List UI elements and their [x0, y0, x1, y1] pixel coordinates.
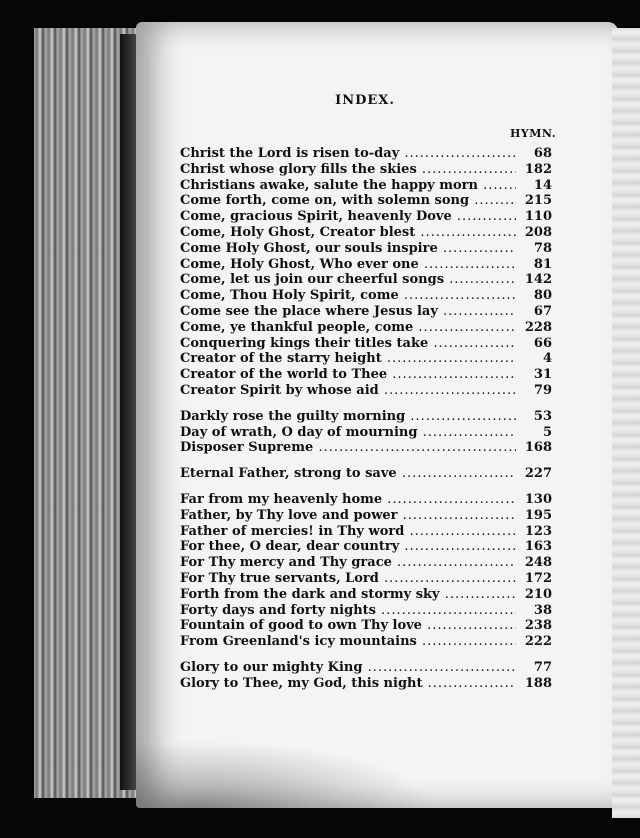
page-title: INDEX. [335, 93, 395, 108]
hymn-number: 208 [524, 224, 552, 240]
index-entry [180, 676, 552, 692]
hymn-first-line: Darkly rose the guilty morning ..... [180, 409, 516, 425]
index-entry [180, 425, 552, 441]
hymn-first-line: Glory to Thee, my God, this night ..... [180, 676, 516, 692]
index-entry [180, 288, 552, 304]
index-entry [180, 539, 552, 555]
hymn-number: 77 [533, 659, 552, 675]
index-entry [180, 162, 552, 178]
index-entry [180, 660, 552, 676]
hymn-first-line: Day of wrath, O day of mourning ..... [180, 425, 516, 441]
hymn-first-line: Creator of the world to Thee ..... [180, 367, 516, 383]
hymn-number: 66 [533, 335, 552, 351]
hymn-number: 38 [533, 602, 552, 618]
hymn-first-line: For Thy true servants, Lord ..... [180, 571, 516, 587]
hymn-number: 5 [542, 424, 552, 440]
hymn-number: 215 [524, 193, 552, 209]
hymn-first-line: Christ whose glory fills the skies ..... [180, 162, 516, 178]
hymn-first-line: Come, ye thankful people, come ..... [180, 320, 516, 336]
index-entry [180, 524, 552, 540]
index-entry [180, 178, 552, 194]
hymn-number: 238 [524, 618, 552, 634]
index-entry [180, 257, 552, 273]
hymn-number: 142 [524, 272, 552, 288]
hymn-first-line: Come, let us join our cheerful songs ..... [180, 272, 516, 288]
index-entry [180, 320, 552, 336]
index-entry [180, 440, 552, 456]
index-entry [180, 618, 552, 634]
hymn-number: 68 [533, 146, 552, 161]
index-entries [180, 146, 552, 692]
hymn-first-line: Glory to our mighty King ..... [180, 660, 516, 676]
hymn-first-line: Come, gracious Spirit, heavenly Dove ..... [180, 209, 516, 225]
hymn-first-line: Come, Holy Ghost, Who ever one ..... [180, 257, 516, 273]
hymn-first-line: Father of mercies! in Thy word ..... [180, 524, 516, 540]
index-entry [180, 603, 552, 619]
hymn-number: 210 [524, 586, 552, 602]
index-entry [180, 304, 552, 320]
hymn-number: 80 [533, 288, 552, 304]
hymn-first-line: For Thy mercy and Thy grace ..... [180, 555, 516, 571]
index-group [180, 660, 552, 692]
index-group [180, 466, 552, 482]
index-entry [180, 587, 552, 603]
hymn-first-line: Christians awake, salute the happy morn ..... [180, 178, 516, 194]
index-entry [180, 209, 552, 225]
index-entry [180, 466, 552, 482]
index-entry [180, 367, 552, 383]
index-entry [180, 409, 552, 425]
hymn-number: 4 [542, 351, 552, 367]
hymn-first-line: Come Holy Ghost, our souls inspire ..... [180, 241, 516, 257]
hymn-number: 227 [524, 466, 552, 482]
index-entry [180, 241, 552, 257]
hymn-number: 163 [524, 539, 552, 555]
index-group [180, 146, 552, 399]
hymn-number: 168 [524, 440, 552, 456]
hymn-number: 110 [524, 209, 552, 225]
index-entry [180, 492, 552, 508]
hymn-first-line: Conquering kings their titles take ..... [180, 336, 516, 352]
hymn-number: 228 [524, 319, 552, 335]
index-entry [180, 351, 552, 367]
index-entry [180, 225, 552, 241]
hymn-number: 195 [524, 507, 552, 523]
next-page-edge [612, 28, 640, 818]
hymn-first-line: Christ the Lord is risen to-day ..... [180, 146, 516, 162]
index-group [180, 492, 552, 650]
index-entry [180, 383, 552, 399]
hymn-first-line: Come see the place where Jesus lay ..... [180, 304, 516, 320]
index-entry [180, 508, 552, 524]
hymn-first-line: From Greenland's icy mountains ..... [180, 634, 516, 650]
hymn-number: 31 [533, 367, 552, 383]
hymn-first-line: Come, Thou Holy Spirit, come ..... [180, 288, 516, 304]
index-entry [180, 571, 552, 587]
index-entry [180, 193, 552, 209]
hymn-first-line: For thee, O dear, dear country ..... [180, 539, 516, 555]
hymn-first-line: Come, Holy Ghost, Creator blest ..... [180, 225, 516, 241]
index-entry [180, 146, 552, 162]
hymn-first-line: Creator of the starry height ..... [180, 351, 516, 367]
hymn-number: 130 [524, 491, 552, 507]
index-entry [180, 634, 552, 650]
hymn-first-line: Eternal Father, strong to save ..... [180, 466, 516, 482]
hymn-first-line: Forth from the dark and stormy sky ..... [180, 587, 516, 603]
index-group [180, 409, 552, 456]
hymn-number: 14 [533, 177, 552, 193]
hymn-first-line: Disposer Supreme ..... [180, 440, 516, 456]
hymn-first-line: Far from my heavenly home ..... [180, 492, 516, 508]
hymn-number: 53 [533, 408, 552, 424]
hymn-number: 79 [533, 382, 552, 398]
hymn-number: 182 [524, 161, 552, 177]
index-entry [180, 555, 552, 571]
hymn-first-line: Forty days and forty nights ..... [180, 603, 516, 619]
hymn-column-header: HYMN. [510, 127, 557, 140]
hymn-number: 123 [524, 523, 552, 539]
hymn-first-line: Come forth, come on, with solemn song ..... [180, 193, 516, 209]
hymn-number: 67 [533, 303, 552, 319]
hymn-first-line: Father, by Thy love and power ..... [180, 508, 516, 524]
page-shadow [136, 740, 436, 808]
index-entry [180, 272, 552, 288]
hymn-number: 78 [533, 240, 552, 256]
hymn-first-line: Fountain of good to own Thy love ..... [180, 618, 516, 634]
hymn-number: 81 [533, 256, 552, 272]
hymn-number: 188 [524, 675, 552, 691]
hymn-number: 222 [524, 634, 552, 650]
hymn-number: 248 [524, 555, 552, 571]
hymn-number: 172 [524, 570, 552, 586]
hymn-first-line: Creator Spirit by whose aid ..... [180, 383, 516, 399]
index-entry [180, 336, 552, 352]
